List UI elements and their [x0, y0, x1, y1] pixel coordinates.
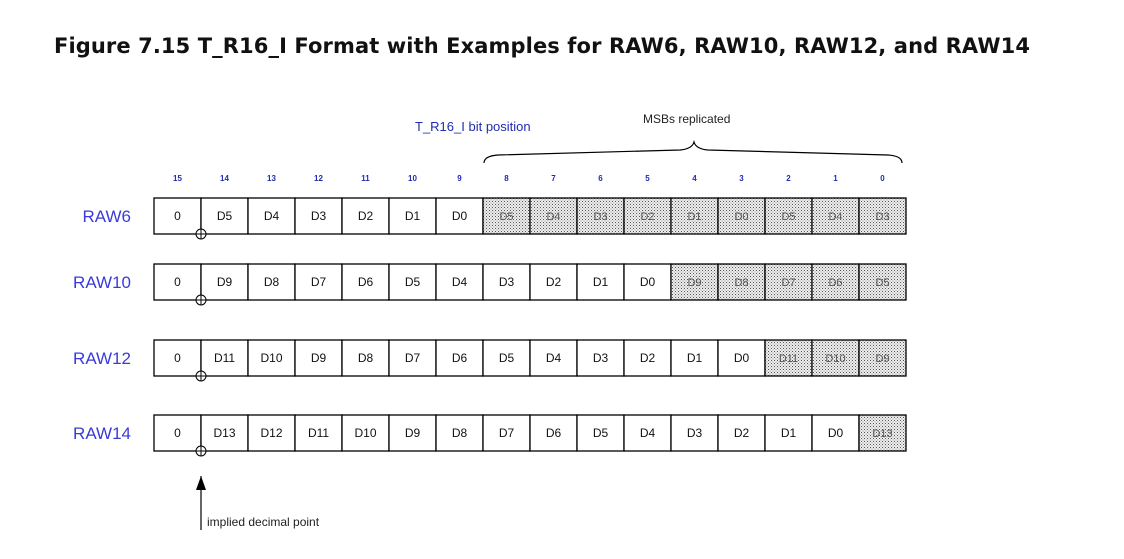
row-raw10	[73, 264, 906, 305]
row-raw14	[73, 415, 906, 456]
bit-cell-label: D0	[827, 426, 844, 440]
bit-cell-label: D1	[592, 275, 609, 289]
bit-cell-label: D7	[404, 351, 421, 365]
bit-cell-label: D5	[404, 275, 421, 289]
bit-number: 11	[361, 174, 370, 183]
bit-cell-label: D3	[592, 351, 609, 365]
bit-cell-label: D5	[781, 211, 796, 223]
bit-cell-label: D6	[357, 275, 374, 289]
bit-cell-label: D4	[545, 351, 562, 365]
bit-number: 1	[833, 174, 838, 183]
bit-cell-label: D5	[498, 351, 515, 365]
bit-number: 4	[692, 174, 697, 183]
bit-number: 5	[645, 174, 650, 183]
bit-cell-label: D4	[546, 211, 561, 223]
bit-cell-label: D6	[545, 426, 562, 440]
bit-cell-label: 0	[174, 209, 181, 223]
bit-cell-label: 0	[174, 426, 181, 440]
row-label: RAW12	[73, 349, 131, 368]
row-label: RAW10	[73, 273, 131, 292]
bit-position-label: T_R16_I bit position	[415, 119, 531, 134]
bit-cell-label: D10	[260, 351, 283, 365]
bit-cell-label: D3	[875, 211, 890, 223]
bit-cell-label: D3	[593, 211, 608, 223]
bit-cell-label: D7	[498, 426, 515, 440]
bit-cell-label: D5	[499, 211, 514, 223]
format-rows	[73, 198, 906, 456]
bit-number: 3	[739, 174, 744, 183]
bit-number: 8	[504, 174, 509, 183]
bit-cell-label: D1	[686, 351, 703, 365]
bit-cell-label: D1	[687, 211, 702, 223]
bit-cell-label: D11	[213, 351, 236, 365]
msbs-brace	[484, 142, 902, 163]
bit-number: 13	[267, 174, 276, 183]
bit-cell-label: D7	[310, 275, 327, 289]
bit-cell-label: D1	[780, 426, 797, 440]
bit-number: 15	[173, 174, 182, 183]
bit-cell-label: D0	[734, 211, 749, 223]
bit-cell-label: D3	[310, 209, 327, 223]
bit-cell-label: D5	[216, 209, 233, 223]
bit-cell-label: D13	[872, 428, 893, 440]
bit-cell-label: D4	[828, 211, 843, 223]
bit-numbers	[173, 174, 885, 183]
bit-cell-label: D5	[875, 277, 890, 289]
bit-cell-label: D9	[404, 426, 421, 440]
page-title: Figure 7.15 T_R16_I Format with Examples for RAW6, RAW10, RAW12, and RAW14	[54, 34, 1031, 58]
bit-cell-label: D9	[310, 351, 327, 365]
bit-cell-label: D0	[451, 209, 468, 223]
bit-cell-label: D4	[451, 275, 468, 289]
bit-number: 12	[314, 174, 323, 183]
bit-cell-label: D8	[357, 351, 374, 365]
row-raw6	[83, 198, 907, 239]
bit-cell-label: D3	[498, 275, 515, 289]
bit-number: 2	[786, 174, 791, 183]
bit-cell-label: D2	[733, 426, 750, 440]
row-raw12	[73, 340, 906, 381]
msbs-replicated-label: MSBs replicated	[643, 112, 731, 126]
bit-number: 6	[598, 174, 603, 183]
bit-cell-label: D5	[592, 426, 609, 440]
bit-cell-label: D0	[639, 275, 656, 289]
bit-cell-label: D4	[639, 426, 656, 440]
bit-cell-label: D6	[828, 277, 843, 289]
bit-cell-label: D3	[686, 426, 703, 440]
row-label: RAW14	[73, 424, 131, 443]
bit-cell-label: D9	[687, 277, 702, 289]
bit-number: 10	[408, 174, 417, 183]
bit-cell-label: D13	[213, 426, 236, 440]
bit-cell-label: D7	[781, 277, 796, 289]
decimal-arrow-head	[196, 476, 206, 490]
bit-cell-label: D2	[357, 209, 374, 223]
row-label: RAW6	[82, 207, 131, 226]
bit-cell-label: 0	[174, 275, 181, 289]
implied-decimal-label: implied decimal point	[207, 515, 320, 529]
bit-cell-label: D10	[354, 426, 377, 440]
bit-number: 14	[220, 174, 229, 183]
bit-cell-label: D2	[640, 211, 655, 223]
bit-cell-label: D9	[875, 353, 890, 365]
bit-cell-label: D8	[734, 277, 749, 289]
bit-cell-label: D8	[263, 275, 280, 289]
bit-cell-label: D1	[404, 209, 421, 223]
bit-cell-label: D9	[216, 275, 233, 289]
bit-cell-label: 0	[174, 351, 181, 365]
bit-cell-label: D12	[260, 426, 283, 440]
bit-cell-label: D2	[639, 351, 656, 365]
bit-number: 0	[880, 174, 885, 183]
bit-cell-label: D8	[451, 426, 468, 440]
bit-cell-label: D0	[733, 351, 750, 365]
bit-cell-label: D6	[451, 351, 468, 365]
bit-number: 9	[457, 174, 462, 183]
bit-cell-label: D2	[545, 275, 562, 289]
bit-cell-label: D11	[778, 353, 799, 365]
bit-cell-label: D10	[825, 353, 846, 365]
bit-cell-label: D4	[263, 209, 280, 223]
bit-number: 7	[551, 174, 556, 183]
bit-cell-label: D11	[307, 426, 330, 440]
